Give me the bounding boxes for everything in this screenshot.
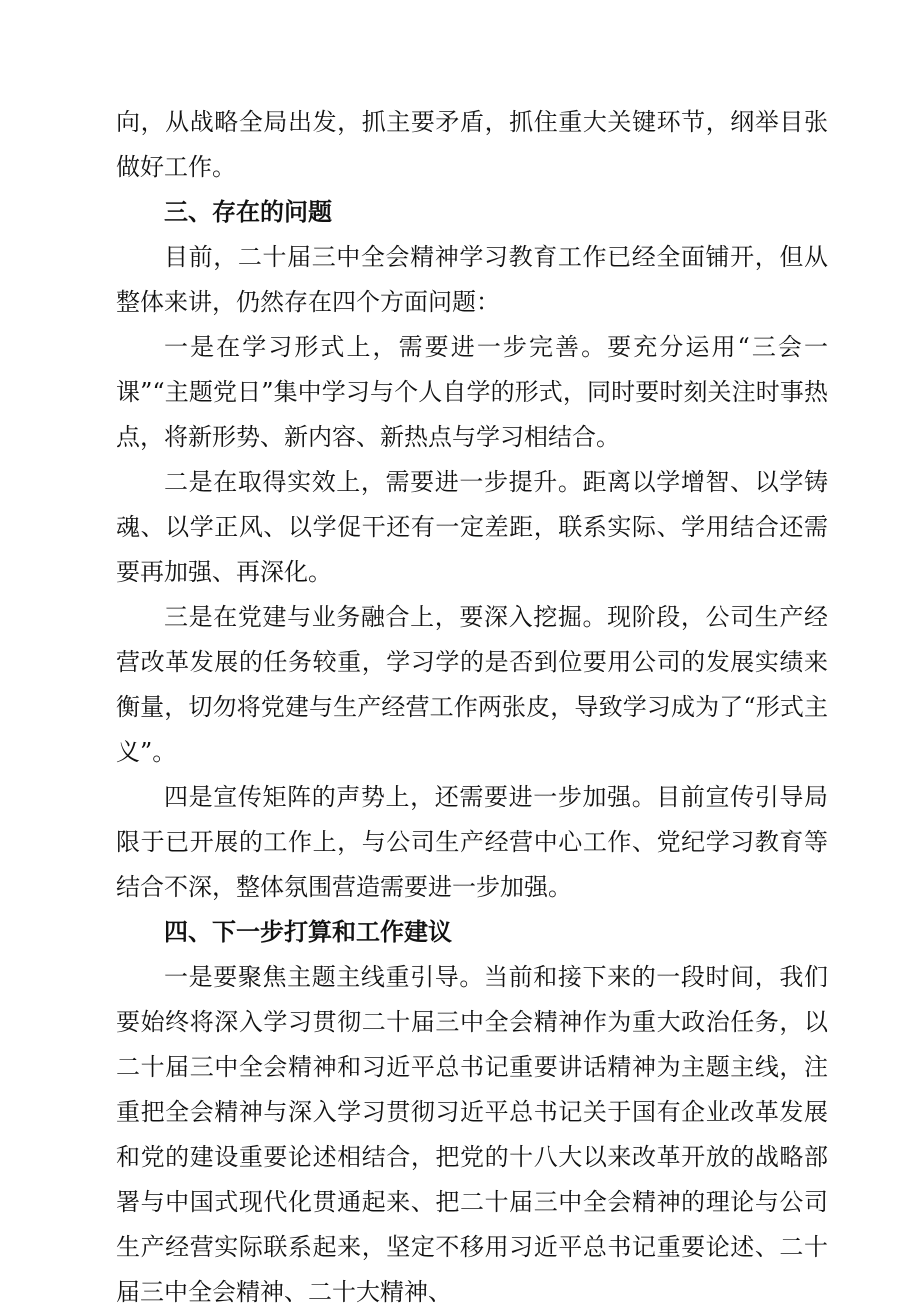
document-page bbox=[116, 100, 828, 1315]
paragraph-problems-intro: 目前，二十届三中全会精神学习教育工作已经全面铺开，但从整体来讲，仍然存在四个方面问题： bbox=[116, 243, 828, 316]
paragraph-problem-2: 二是在取得实效上，需要进一步提升。距离以学增智、以学铸魂、以学正风、以学促干还有一定差距，联系实际、学用结合还需要再加强、再深化。 bbox=[116, 468, 828, 586]
paragraph-problem-3: 三是在党建与业务融合上，要深入挖掘。现阶段，公司生产经营改革发展的任务较重，学习学的是否到位要用公司的发展实绩来衡量，切勿将党建与生产经营工作两张皮，导致学习成为了“形式主义”。 bbox=[116, 603, 828, 766]
paragraph-next-step-1: 一是要聚焦主题主线重引导。当前和接下来的一段时间，我们要始终将深入学习贯彻二十届三中全会精神作为重大政治任务，以二十届三中全会精神和习近平总书记重要讲话精神为主题主线，注重把全会精神与深入学习贯彻习近平总书记关于国有企业改革发展和党的建设重要论述相结合，把党的十八大以来改革开放的战略部署与中国式现代化贯通起来、把二十届三中全会精神的理论与公司生产经营实际联系起来，坚定不移用习近平总书记重要论述、二十届三中全会精神、二十大精神、 bbox=[116, 963, 828, 1306]
section-heading-problems: 三、存在的问题 bbox=[164, 198, 332, 226]
paragraph-problem-4: 四是宣传矩阵的声势上，还需要进一步加强。目前宣传引导局限于已开展的工作上，与公司生产经营中心工作、党纪学习教育等结合不深，整体氛围营造需要进一步加强。 bbox=[116, 783, 828, 901]
paragraph-continued: 向，从战略全局出发，抓主要矛盾，抓住重大关键环节，纲举目张做好工作。 bbox=[116, 108, 828, 181]
section-heading-next-steps: 四、下一步打算和工作建议 bbox=[164, 918, 452, 946]
paragraph-problem-1: 一是在学习形式上，需要进一步完善。要充分运用“三会一课”“主题党日”集中学习与个人自学的形式，同时要时刻关注时事热点，将新形势、新内容、新热点与学习相结合。 bbox=[116, 333, 828, 451]
